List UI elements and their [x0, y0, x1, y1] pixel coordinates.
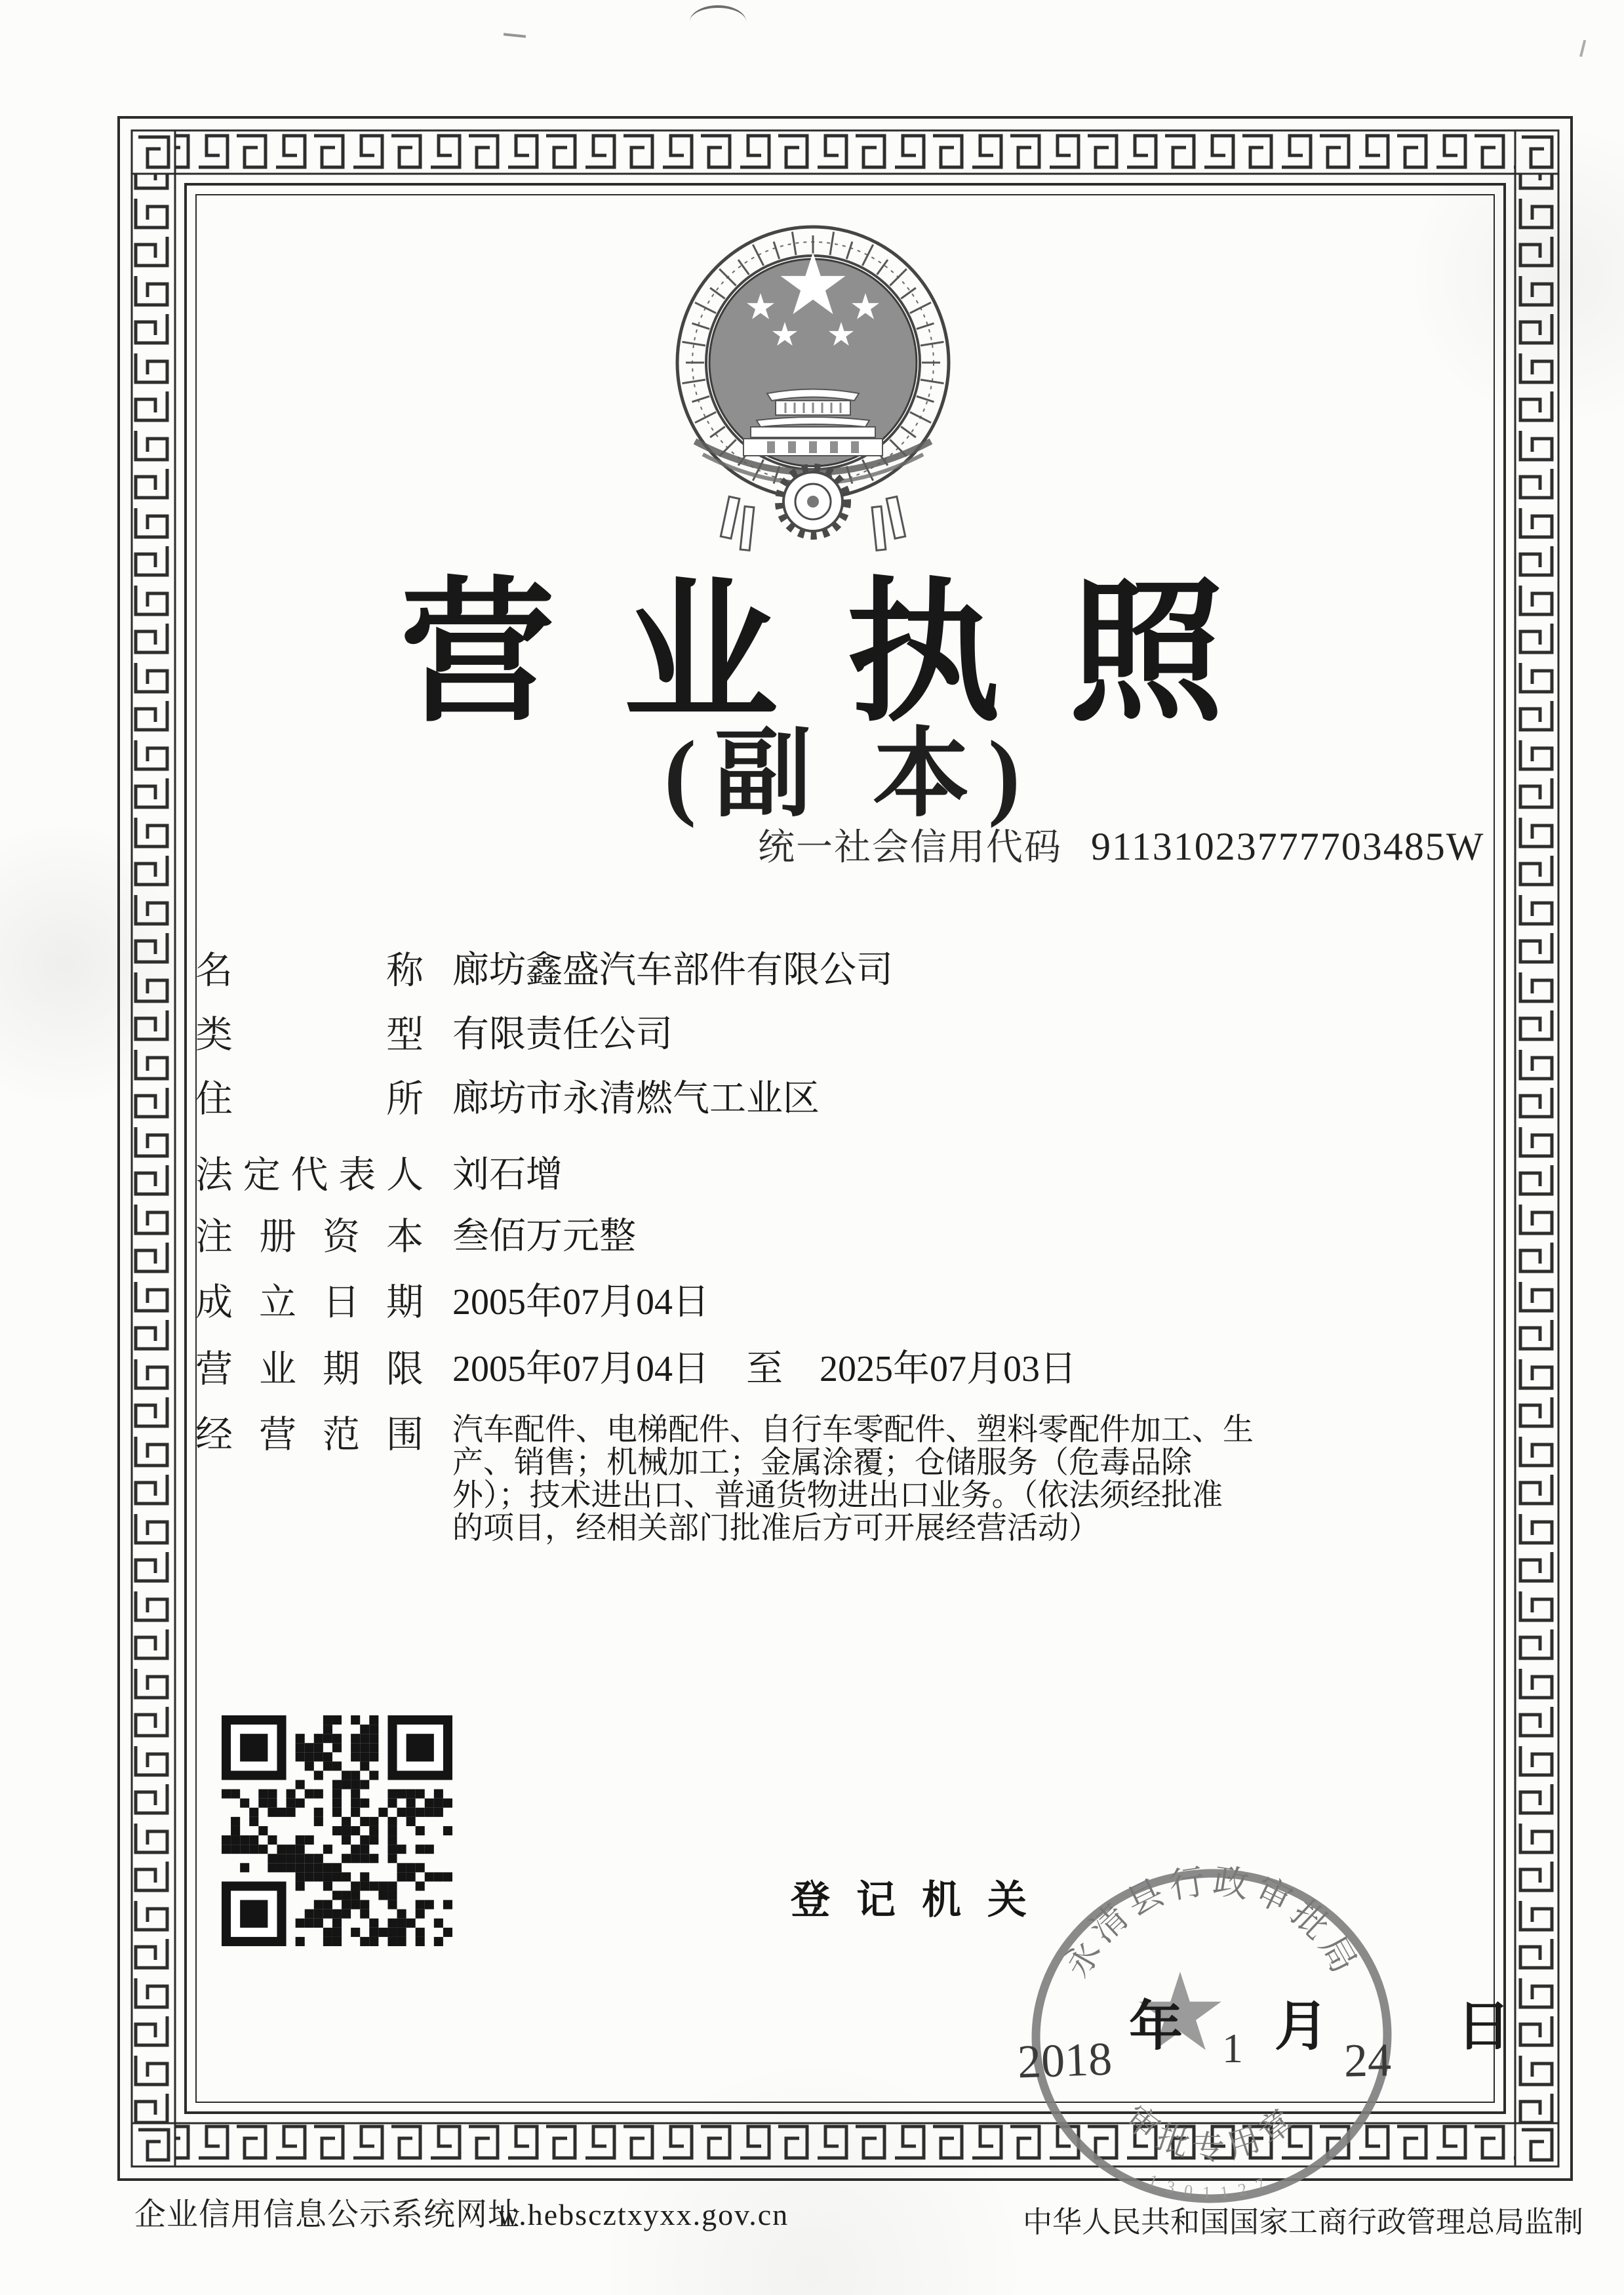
- scope-line: 外）；技术进出口、普通货物进出口业务。（依法须经批准: [452, 1479, 1223, 1513]
- field-value-company-type: 有限责任公司: [452, 1014, 673, 1055]
- field-value-business-scope: [452, 1414, 1254, 1545]
- date-day-unit: 日: [1457, 1997, 1511, 2056]
- field-label: 注 册 资 本: [195, 1216, 424, 1258]
- field-value-business-term: 2005年07月04日 至 2025年07月03日: [452, 1349, 1077, 1389]
- field-row-scope: [195, 1413, 1254, 1546]
- qr-code: [222, 1715, 452, 1946]
- stamp-bottom-text: 审批专用章: [1118, 2098, 1305, 2166]
- field-label: 法 定 代 表 人: [195, 1155, 424, 1196]
- stamp-serial-number: 1301127: [1145, 2170, 1278, 2203]
- scope-line: 汽车配件、电梯配件、自行车零配件、塑料零配件加工、生: [452, 1413, 1254, 1447]
- footer-credit-info-url: [134, 2189, 789, 2234]
- scan-artifact-arc: [690, 5, 746, 38]
- field-row-term: [195, 1348, 1077, 1391]
- field-value-registered-capital: 叁佰万元整: [452, 1216, 636, 1257]
- footer-url-label: 企业信用信息公示系统网址: [134, 2197, 521, 2232]
- credit-code-label: 统一社会信用代码: [758, 828, 1062, 868]
- date-year-unit: 年: [1129, 1997, 1183, 2056]
- footer-url-value: w.hebscztxyxx.gov.cn: [498, 2198, 789, 2231]
- stamp-ring-text: 永清县行政审批局: [1057, 1861, 1366, 1984]
- field-label: 经 营 范 围: [195, 1414, 424, 1456]
- credit-code-line: [758, 818, 1484, 871]
- footer-issuer-text: 中华人民共和国国家工商行政管理总局监制: [1023, 2206, 1584, 2239]
- field-label: 类 型: [195, 1014, 424, 1056]
- svg-text:审批专用章: [1119, 2098, 1305, 2166]
- scope-line: 产、销售；机械加工；金属涂覆；仓储服务（危毒品除: [452, 1446, 1192, 1480]
- field-label: 住 所: [195, 1079, 424, 1120]
- field-label: 名 称: [195, 950, 424, 991]
- field-row-name: [195, 949, 893, 993]
- credit-code-value: 91131023777703485W: [1091, 825, 1485, 868]
- document-title: 营业执照: [400, 567, 1292, 740]
- svg-text:永清县行政审批局: [1057, 1861, 1366, 1984]
- date-month-unit: 月: [1275, 1997, 1329, 2056]
- field-label: 成 立 日 期: [195, 1282, 424, 1323]
- scope-line: 的项目，经相关部门批准后方可开展经营活动）: [452, 1511, 1099, 1546]
- registration-authority-label: 登记机关: [791, 1879, 1053, 1922]
- field-value-address: 廊坊市永清燃气工业区: [452, 1079, 820, 1119]
- date-year-number: 2018: [1016, 2032, 1113, 2088]
- field-row-type: [195, 1014, 673, 1057]
- national-emblem: [633, 193, 993, 561]
- field-row-capital: [195, 1216, 636, 1259]
- document-subtitle-duplicate: (副 本): [663, 721, 1039, 829]
- field-value-establish-date: 2005年07月04日: [452, 1282, 709, 1323]
- field-value-legal-representative: 刘石增: [452, 1155, 563, 1195]
- date-day-number: 24: [1343, 2033, 1392, 2087]
- field-row-founded: [195, 1281, 709, 1325]
- field-row-legal-rep: [195, 1154, 563, 1197]
- emblem-gear: [779, 468, 847, 536]
- field-value-company-name: 廊坊鑫盛汽车部件有限公司: [452, 950, 893, 991]
- field-row-address: [195, 1078, 820, 1121]
- date-month-number: 1: [1222, 2025, 1243, 2071]
- field-label: 营 业 期 限: [195, 1349, 424, 1390]
